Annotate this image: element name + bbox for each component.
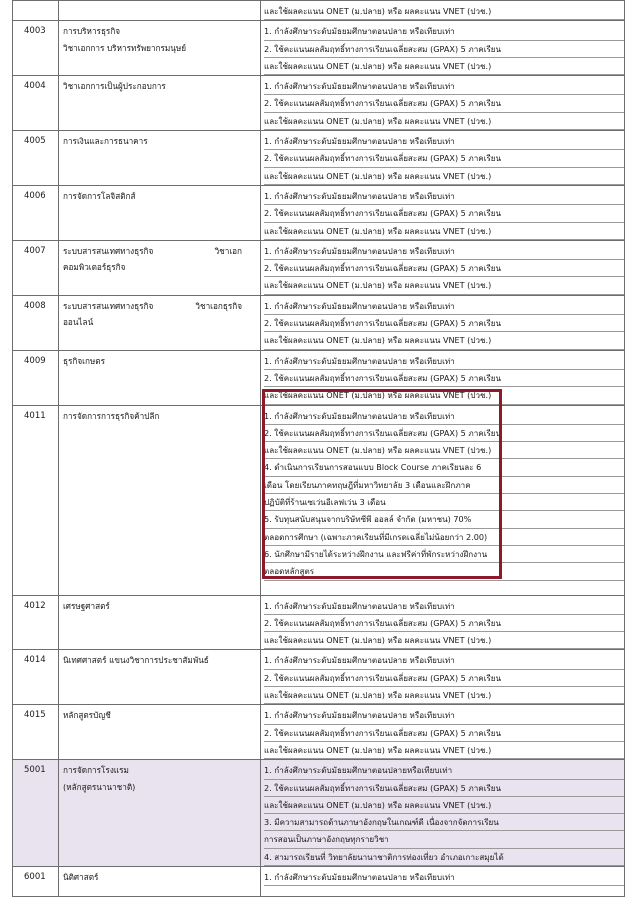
criteria-line: 1. กำลังศึกษาระดับมัธยมศึกษาตอนปลาย หรือเทียบเท่า: [264, 707, 624, 724]
table-row: [13, 1, 625, 21]
program-name-cell: [59, 240, 261, 295]
criteria-block: [261, 1, 624, 20]
criteria-line: 2. ใช้คะแนนผลสัมฤทธิ์ทางการเรียนเฉลี่ยสะสม (GPAX) 5 ภาคเรียน: [264, 425, 624, 442]
criteria-line: ตลอดหลักสูตร: [264, 563, 624, 580]
program-name-cell: [59, 76, 261, 131]
program-name-line: วิชาเอกการ บริหารทรัพยากรมนุษย์: [63, 42, 187, 53]
program-code-cell: [13, 705, 59, 760]
program-name-line: การเงินและการธนาคาร: [63, 136, 148, 147]
program-code: 6001: [24, 871, 46, 882]
criteria-line: 3. มีความสามารถด้านภาษาอังกฤษในเกณฑ์ดี เนื่องจากจัดการเรียน: [264, 814, 624, 831]
criteria-line: 4. ดำเนินการเรียนการสอนแบบ Block Course ภาคเรียนละ 6: [264, 459, 624, 476]
criteria-block: [261, 21, 624, 75]
program-name-cell: [59, 185, 261, 240]
criteria-block: [261, 296, 624, 350]
program-name-cell: [59, 295, 261, 350]
criteria-line: 1. กำลังศึกษาระดับมัธยมศึกษาตอนปลาย หรือเทียบเท่า: [264, 133, 624, 150]
program-name-block: [59, 760, 260, 795]
table-row: [13, 240, 625, 295]
criteria-block: [261, 406, 624, 581]
program-name-cell: [59, 705, 261, 760]
criteria-block: [261, 241, 624, 295]
criteria-cell: [261, 295, 625, 350]
criteria-line: 1. กำลังศึกษาระดับมัธยมศึกษาตอนปลาย หรือเทียบเท่า: [264, 353, 624, 370]
criteria-line: 1. กำลังศึกษาระดับมัธยมศึกษาตอนปลาย หรือเทียบเท่า: [264, 298, 624, 315]
criteria-block: [261, 760, 624, 866]
criteria-line: ปฏิบัติที่ร้านเซเว่นอีเลฟเว่น 3 เดือน: [264, 494, 624, 511]
criteria-line: 2. ใช้คะแนนผลสัมฤทธิ์ทางการเรียนเฉลี่ยสะสม (GPAX) 5 ภาคเรียน: [264, 205, 624, 222]
program-code-cell: [13, 650, 59, 705]
program-name-line: การบริหารธุรกิจ: [63, 26, 121, 37]
program-code: 4015: [24, 710, 46, 721]
criteria-cell: [261, 240, 625, 295]
criteria-line: และใช้ผลคะแนน ONET (ม.ปลาย) หรือ ผลคะแนน VNET (ปวช.): [264, 442, 624, 459]
criteria-cell: [261, 760, 625, 867]
program-name-block: [59, 186, 260, 204]
criteria-line: 2. ใช้คะแนนผลสัมฤทธิ์ทางการเรียนเฉลี่ยสะสม (GPAX) 5 ภาคเรียน: [264, 370, 624, 387]
criteria-block: [261, 131, 624, 185]
criteria-cell: [261, 185, 625, 240]
criteria-line: ตลอดการศึกษา (เฉพาะภาคเรียนที่มีเกรดเฉลี่ยไม่น้อยกว่า 2.00): [264, 529, 624, 546]
program-name-line: ระบบสารสนเทศทางธุรกิจ วิชาเอกธุรกิจ: [63, 300, 242, 311]
program-code-cell: [13, 295, 59, 350]
criteria-cell: [261, 76, 625, 131]
criteria-block: [261, 650, 624, 704]
program-name-block: [59, 1, 260, 3]
criteria-block: [261, 596, 624, 650]
criteria-line: การสอนเป็นภาษาอังกฤษทุกรายวิชา: [264, 831, 624, 848]
program-name-cell: [59, 760, 261, 867]
table-row: [13, 131, 625, 186]
criteria-line: 4. สามารถเรียนที่ วิทยาลัยนานาชาติการท่องเที่ยว อำเภอเกาะสมุยได้: [264, 849, 624, 866]
criteria-table: [12, 0, 625, 897]
criteria-line: และใช้ผลคะแนน ONET (ม.ปลาย) หรือ ผลคะแนน VNET (ปวช.): [264, 332, 624, 349]
table-row: [13, 295, 625, 350]
criteria-cell: [261, 350, 625, 405]
table-row: [13, 76, 625, 131]
criteria-line: 2. ใช้คะแนนผลสัมฤทธิ์ทางการเรียนเฉลี่ยสะสม (GPAX) 5 ภาคเรียน: [264, 615, 624, 632]
criteria-line: 2. ใช้คะแนนผลสัมฤทธิ์ทางการเรียนเฉลี่ยสะสม (GPAX) 5 ภาคเรียน: [264, 780, 624, 797]
program-code-cell: [13, 866, 59, 896]
criteria-line: และใช้ผลคะแนน ONET (ม.ปลาย) หรือ ผลคะแนน VNET (ปวช.): [264, 387, 624, 404]
criteria-line: และใช้ผลคะแนน ONET (ม.ปลาย) หรือ ผลคะแนน VNET (ปวช.): [264, 168, 624, 185]
criteria-line: 1. กำลังศึกษาระดับมัธยมศึกษาตอนปลาย หรือเทียบเท่า: [264, 652, 624, 669]
criteria-cell: [261, 595, 625, 650]
admission-criteria-document: [12, 0, 624, 897]
program-name-block: [59, 596, 260, 614]
program-name-block: [59, 351, 260, 369]
program-code-cell: [13, 595, 59, 650]
table-row: [13, 405, 625, 595]
program-name-line: ธุรกิจเกษตร: [63, 355, 106, 366]
criteria-cell: [261, 650, 625, 705]
program-code-cell: [13, 76, 59, 131]
program-name-block: [59, 131, 260, 149]
program-name-cell: [59, 866, 261, 896]
criteria-line: และใช้ผลคะแนน ONET (ม.ปลาย) หรือ ผลคะแนน VNET (ปวช.): [264, 3, 624, 20]
criteria-line: 2. ใช้คะแนนผลสัมฤทธิ์ทางการเรียนเฉลี่ยสะสม (GPAX) 5 ภาคเรียน: [264, 150, 624, 167]
criteria-block: [261, 705, 624, 759]
program-name-line: ออนไลน์: [63, 317, 94, 328]
program-code: 4004: [24, 81, 46, 92]
criteria-cell: [261, 131, 625, 186]
program-name-line: การจัดการการธุรกิจค้าปลีก: [63, 410, 160, 421]
program-code-cell: [13, 185, 59, 240]
program-name-cell: [59, 595, 261, 650]
program-name-cell: [59, 350, 261, 405]
program-name-line: ระบบสารสนเทศทางธุรกิจ วิชาเอก: [63, 245, 242, 256]
program-name-line: (หลักสูตรนานาชาติ): [63, 781, 136, 792]
criteria-cell: [261, 705, 625, 760]
program-code: 5001: [24, 765, 46, 776]
criteria-line: 1. กำลังศึกษาระดับมัธยมศึกษาตอนปลาย หรือเทียบเท่า: [264, 188, 624, 205]
program-code: 4012: [24, 600, 46, 611]
program-code-cell: [13, 1, 59, 21]
program-code: 4006: [24, 190, 46, 201]
criteria-line: เดือน โดยเรียนภาคทฤษฎีที่มหาวิทยาลัย 3 เดือนและฝึกภาค: [264, 477, 624, 494]
table-row: [13, 185, 625, 240]
criteria-line: และใช้ผลคะแนน ONET (ม.ปลาย) หรือ ผลคะแนน VNET (ปวช.): [264, 58, 624, 75]
program-code-cell: [13, 21, 59, 76]
criteria-block: [261, 76, 624, 130]
program-name-cell: [59, 21, 261, 76]
criteria-line: 2. ใช้คะแนนผลสัมฤทธิ์ทางการเรียนเฉลี่ยสะสม (GPAX) 5 ภาคเรียน: [264, 725, 624, 742]
table-row: [13, 21, 625, 76]
program-name-line: คอมพิวเตอร์ธุรกิจ: [63, 262, 126, 273]
program-code-cell: [13, 240, 59, 295]
program-name-line: นิเทศศาสตร์ แขนงวิชาการประชาสัมพันธ์: [63, 655, 209, 666]
criteria-line: 2. ใช้คะแนนผลสัมฤทธิ์ทางการเรียนเฉลี่ยสะสม (GPAX) 5 ภาคเรียน: [264, 95, 624, 112]
criteria-line: 1. กำลังศึกษาระดับมัธยมศึกษาตอนปลาย หรือเทียบเท่า: [264, 869, 624, 886]
criteria-line: 2. ใช้คะแนนผลสัมฤทธิ์ทางการเรียนเฉลี่ยสะสม (GPAX) 5 ภาคเรียน: [264, 41, 624, 58]
table-row: [13, 350, 625, 405]
table-row: [13, 866, 625, 896]
program-code: [13, 1, 58, 3]
program-name-block: [59, 296, 260, 331]
program-name-line: เศรษฐศาสตร์: [63, 600, 110, 611]
program-name-line: การจัดการโลจิสติกส์: [63, 190, 136, 201]
criteria-line: 1. กำลังศึกษาระดับมัธยมศึกษาตอนปลาย หรือเทียบเท่า: [264, 78, 624, 95]
program-name-cell: [59, 1, 261, 21]
program-name-line: หลักสูตรบัญชี: [63, 710, 111, 721]
program-code: 4003: [24, 26, 46, 37]
program-name-block: [59, 406, 260, 424]
program-code: 4014: [24, 655, 46, 666]
program-code-cell: [13, 405, 59, 595]
criteria-line: และใช้ผลคะแนน ONET (ม.ปลาย) หรือ ผลคะแนน VNET (ปวช.): [264, 742, 624, 759]
table-row: [13, 760, 625, 867]
criteria-line: 5. รับทุนสนับสนุนจากบริษัทซีพี ออลล์ จำกัด (มหาชน) 70%: [264, 511, 624, 528]
criteria-line: และใช้ผลคะแนน ONET (ม.ปลาย) หรือ ผลคะแนน VNET (ปวช.): [264, 687, 624, 704]
program-name-block: [59, 241, 260, 276]
criteria-block: [261, 351, 624, 405]
criteria-cell: [261, 405, 625, 595]
program-code-cell: [13, 131, 59, 186]
criteria-line: 1. กำลังศึกษาระดับมัธยมศึกษาตอนปลาย หรือเทียบเท่า: [264, 598, 624, 615]
criteria-line: 2. ใช้คะแนนผลสัมฤทธิ์ทางการเรียนเฉลี่ยสะสม (GPAX) 5 ภาคเรียน: [264, 260, 624, 277]
criteria-block: [261, 186, 624, 240]
criteria-line: 6. นักศึกษามีรายได้ระหว่างฝึกงาน และฟรีค่าที่พักระหว่างฝึกงาน: [264, 546, 624, 563]
program-name-cell: [59, 405, 261, 595]
criteria-line: 2. ใช้คะแนนผลสัมฤทธิ์ทางการเรียนเฉลี่ยสะสม (GPAX) 5 ภาคเรียน: [264, 670, 624, 687]
program-name-block: [59, 76, 260, 94]
program-name-block: [59, 705, 260, 723]
program-name-line: การจัดการโรงแรม: [63, 765, 129, 776]
program-code: 4007: [24, 245, 46, 256]
program-code: 4011: [24, 410, 46, 421]
program-code-cell: [13, 350, 59, 405]
criteria-cell: [261, 866, 625, 896]
program-code: 4009: [24, 355, 46, 366]
criteria-line: 1. กำลังศึกษาระดับมัธยมศึกษาตอนปลาย หรือเทียบเท่า: [264, 23, 624, 40]
criteria-cell: [261, 21, 625, 76]
program-name-block: [59, 21, 260, 56]
program-code-cell: [13, 760, 59, 867]
criteria-block: [261, 867, 624, 886]
criteria-line: 2. ใช้คะแนนผลสัมฤทธิ์ทางการเรียนเฉลี่ยสะสม (GPAX) 5 ภาคเรียน: [264, 315, 624, 332]
criteria-line: และใช้ผลคะแนน ONET (ม.ปลาย) หรือ ผลคะแนน VNET (ปวช.): [264, 277, 624, 294]
criteria-line: 1. กำลังศึกษาระดับมัธยมศึกษาตอนปลาย หรือเทียบเท่า: [264, 408, 624, 425]
table-row: [13, 595, 625, 650]
criteria-cell: [261, 1, 625, 21]
criteria-line: และใช้ผลคะแนน ONET (ม.ปลาย) หรือ ผลคะแนน VNET (ปวช.): [264, 632, 624, 649]
program-name-line: นิติศาสตร์: [63, 871, 99, 882]
criteria-line: และใช้ผลคะแนน ONET (ม.ปลาย) หรือ ผลคะแนน VNET (ปวช.): [264, 113, 624, 130]
program-name-block: [59, 650, 260, 668]
criteria-line: 1. กำลังศึกษาระดับมัธยมศึกษาตอนปลาย หรือเทียบเท่า: [264, 243, 624, 260]
program-code: 4005: [24, 136, 46, 147]
criteria-line: และใช้ผลคะแนน ONET (ม.ปลาย) หรือ ผลคะแนน VNET (ปวช.): [264, 797, 624, 814]
program-code: 4008: [24, 300, 46, 311]
program-name-line: วิชาเอกการเป็นผู้ประกอบการ: [63, 81, 166, 92]
program-name-cell: [59, 650, 261, 705]
criteria-line: 1. กำลังศึกษาระดับมัธยมศึกษาตอนปลายหรือเทียบเท่า: [264, 762, 624, 779]
criteria-line: และใช้ผลคะแนน ONET (ม.ปลาย) หรือ ผลคะแนน VNET (ปวช.): [264, 223, 624, 240]
table-row: [13, 705, 625, 760]
table-row: [13, 650, 625, 705]
program-name-block: [59, 867, 260, 885]
program-name-cell: [59, 131, 261, 186]
